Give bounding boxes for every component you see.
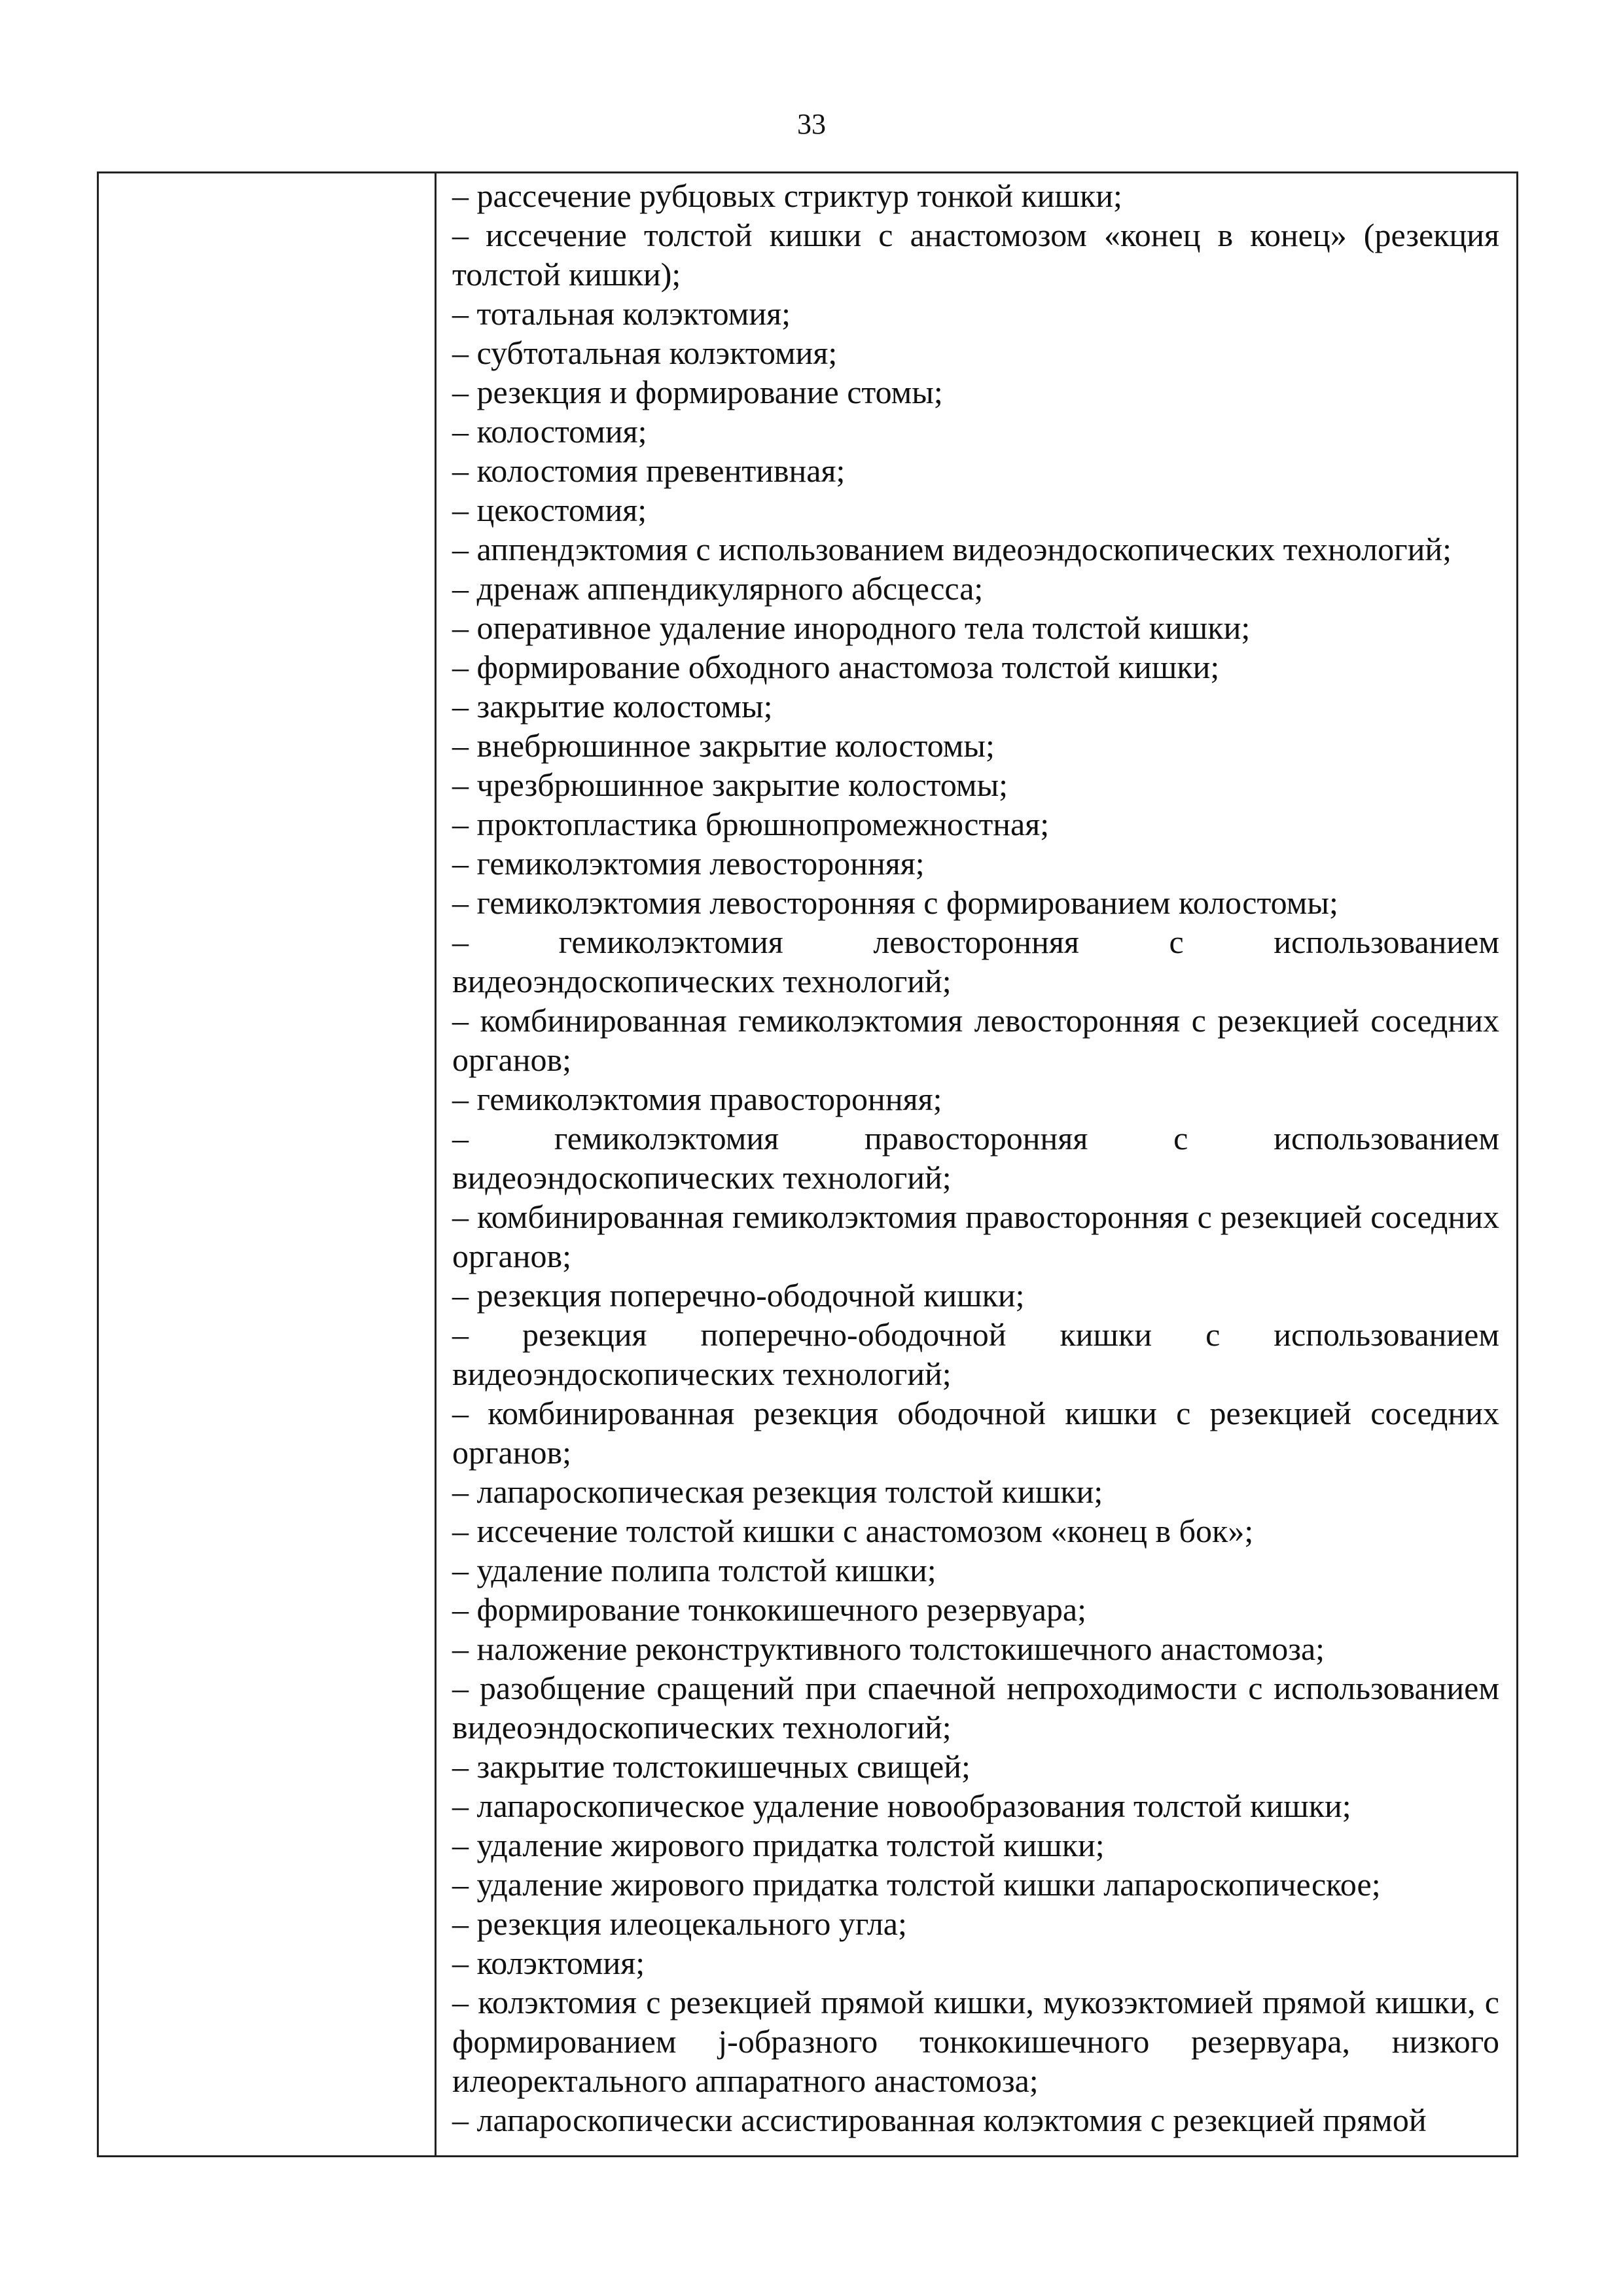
procedure-item: – резекция поперечно-ободочной кишки с использованием видеоэндоскопических технологий; [452,1316,1499,1392]
procedure-item: – наложение реконструктивного толстокишечного анастомоза; [452,1630,1325,1667]
procedure-item: – оперативное удаление инородного тела толстой кишки; [452,609,1251,646]
procedure-item: – комбинированная гемиколэктомия левосторонняя с резекцией соседних органов; [452,1002,1499,1078]
procedure-item: – формирование тонкокишечного резервуара; [452,1591,1087,1628]
procedure-item: – удаление полипа толстой кишки; [452,1552,936,1588]
procedure-item: – резекция и формирование стомы; [452,374,943,410]
procedure-item: – лапароскопическое удаление новообразования толстой кишки; [452,1787,1351,1824]
procedure-item: – колостомия превентивная; [452,452,846,489]
procedure-item: – резекция поперечно-ободочной кишки; [452,1277,1025,1314]
procedure-item: – закрытие толстокишечных свищей; [452,1748,971,1785]
procedure-item: – тотальная колэктомия; [452,295,791,332]
procedure-item: – колостомия; [452,413,647,450]
procedure-item: – внебрюшинное закрытие колостомы; [452,727,995,764]
procedure-item: – рассечение рубцовых стриктур тонкой кишки; [452,177,1122,214]
procedure-item: – гемиколэктомия левосторонняя с формированием колостомы; [452,884,1338,921]
procedures-table [97,171,1518,2157]
procedure-item: – дренаж аппендикулярного абсцесса; [452,570,984,607]
procedure-item: – разобщение сращений при спаечной непроходимости с использованием видеоэндоскопических технологий; [452,1670,1499,1746]
procedure-item: – иссечение толстой кишки с анастомозом «конец в бок»; [452,1513,1254,1549]
procedure-item: – гемиколэктомия левосторонняя; [452,845,925,882]
procedure-item: – чрезбрюшинное закрытие колостомы; [452,766,1008,803]
procedure-item: – комбинированная резекция ободочной кишки с резекцией соседних органов; [452,1395,1499,1471]
procedure-item: – гемиколэктомия правосторонняя с использованием видеоэндоскопических технологий; [452,1120,1499,1196]
procedure-item: – гемиколэктомия правосторонняя; [452,1081,942,1117]
procedure-item: – формирование обходного анастомоза толстой кишки; [452,649,1220,685]
page-number: 33 [797,108,826,140]
procedure-item: – колэктомия; [452,1945,645,1981]
procedure-item: – субтотальная колэктомия; [452,334,838,371]
procedure-item: – закрытие колостомы; [452,688,773,725]
procedure-item: – резекция илеоцекального угла; [452,1905,907,1942]
procedure-item: – комбинированная гемиколэктомия правосторонняя с резекцией соседних органов; [452,1198,1499,1274]
procedure-list [452,176,1499,2140]
procedure-item: – гемиколэктомия левосторонняя с использованием видеоэндоскопических технологий; [452,924,1499,999]
procedure-item: – аппендэктомия с использованием видеоэндоскопических технологий; [452,531,1452,567]
procedure-item: – проктопластика брюшнопромежностная; [452,806,1050,842]
procedure-item: – удаление жирового придатка толстой кишки лапароскопическое; [452,1866,1381,1903]
procedure-item: – колэктомия с резекцией прямой кишки, мукозэктомией прямой кишки, с формированием j-образного тонкокишечного резервуара, низкого илеоректального аппаратного анастомоза; [452,1984,1499,2099]
procedure-item: – цекостомия; [452,492,647,528]
procedure-item: – лапароскопическая резекция толстой кишки; [452,1473,1103,1510]
table-left-cell [99,173,437,2155]
procedure-item: – удаление жирового придатка толстой кишки; [452,1827,1105,1863]
procedure-item: – лапароскопически ассистированная колэктомия с резекцией прямой [452,2102,1427,2138]
table-right-cell [437,173,1516,2155]
procedure-item: – иссечение толстой кишки с анастомозом «конец в конец» (резекция толстой кишки); [452,217,1499,293]
